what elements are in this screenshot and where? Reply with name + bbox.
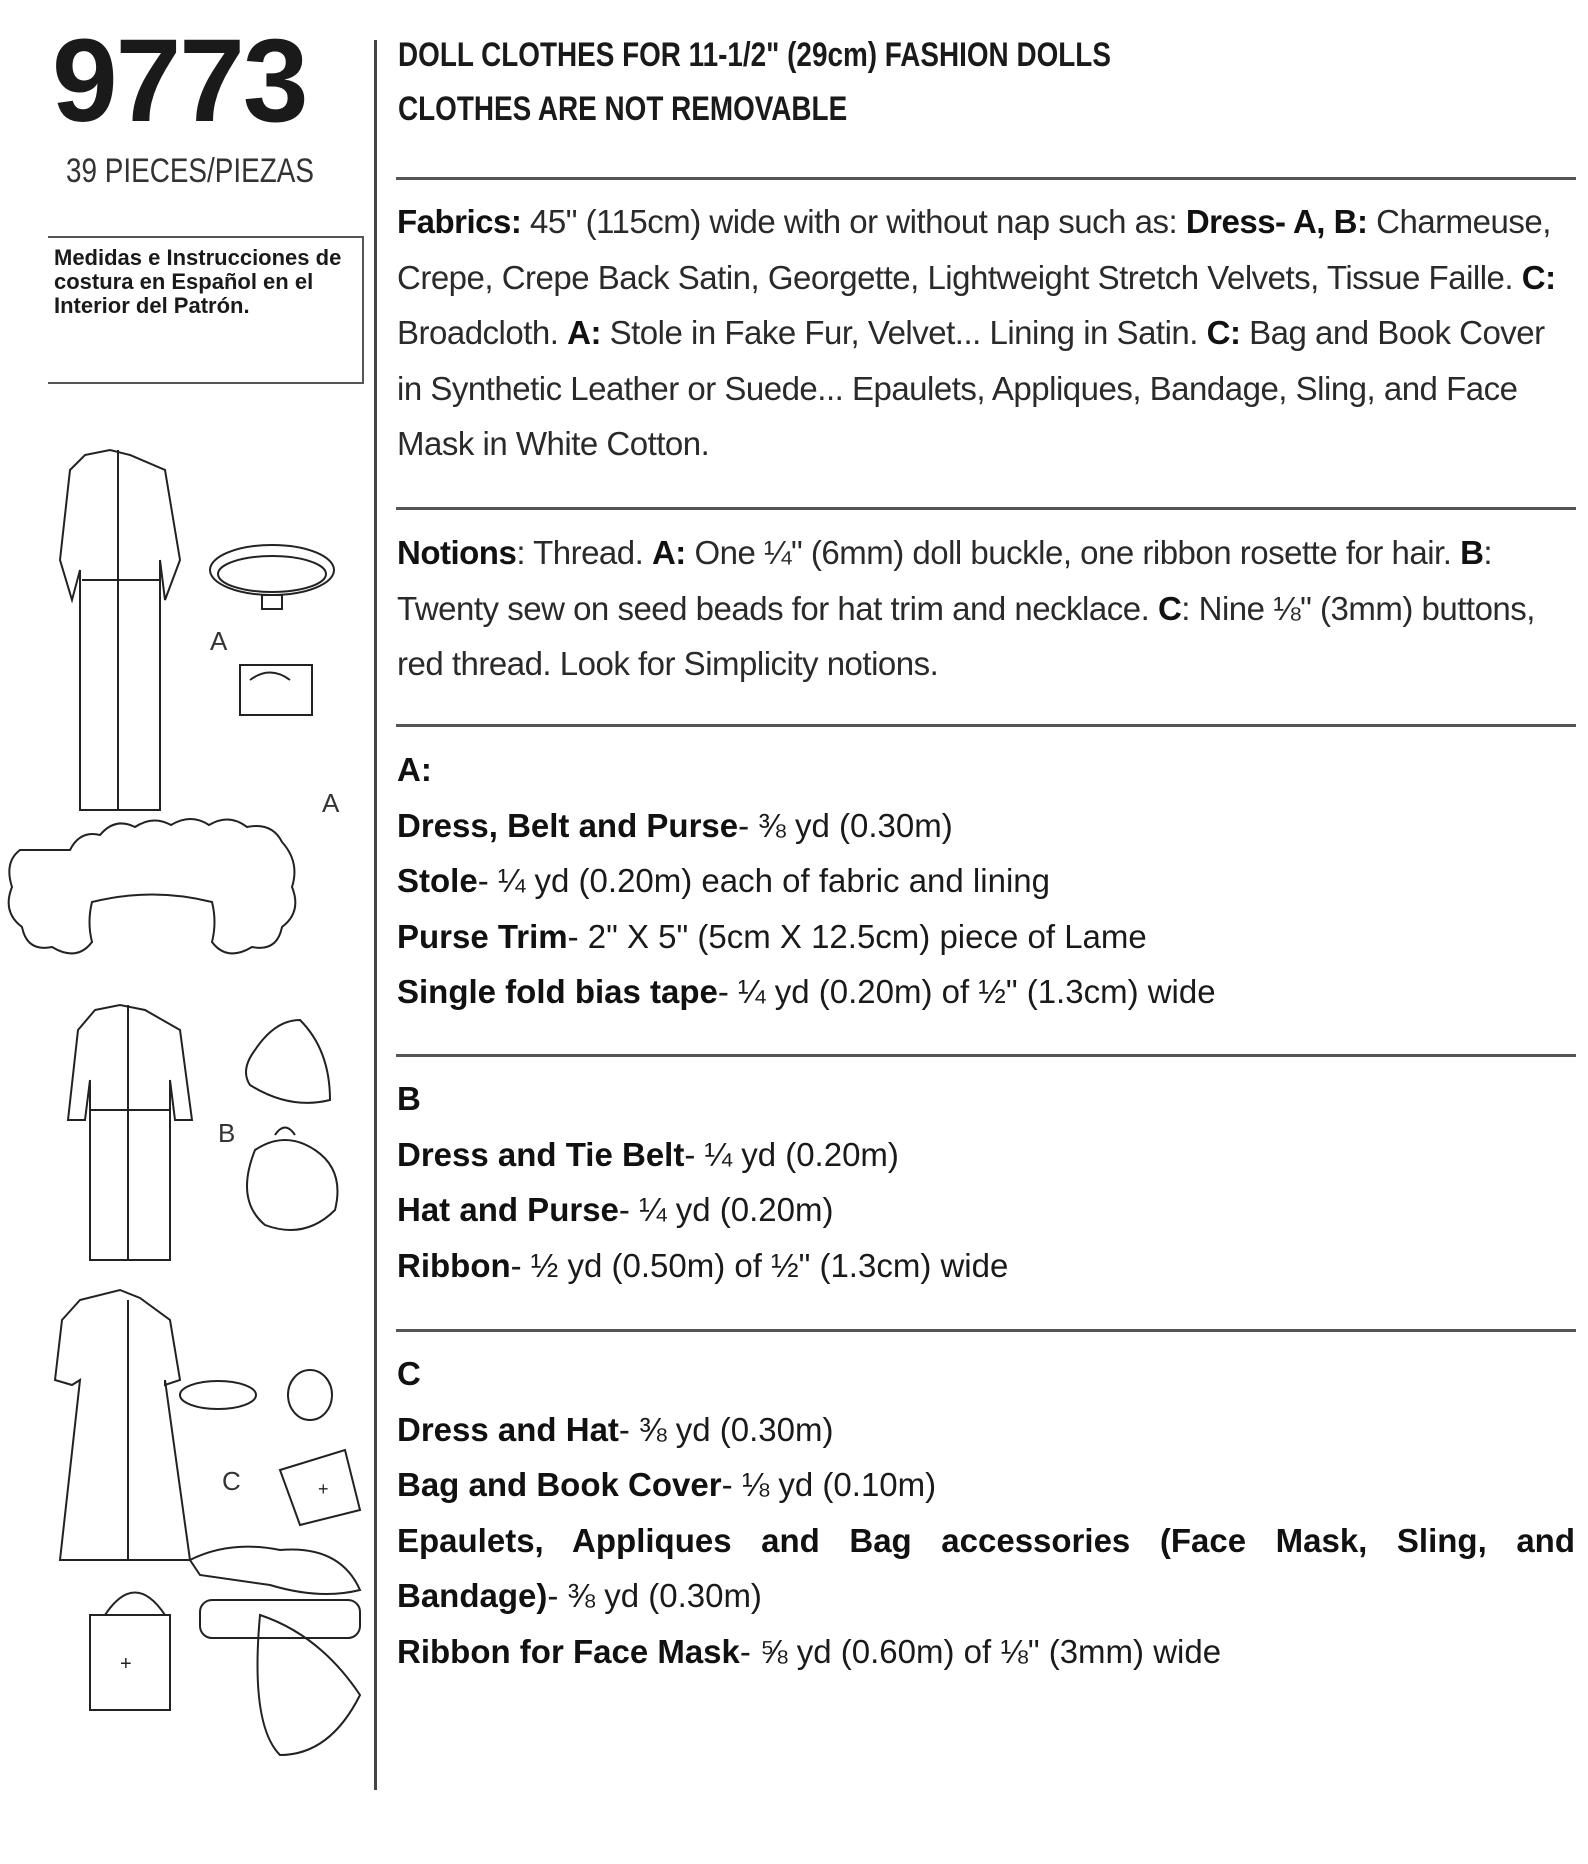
bag-c-illustration [90,1593,170,1711]
divider [396,1054,1576,1057]
purse-b-illustration [247,1128,338,1231]
dress-a-illustration [60,450,180,810]
hat-c-illustration [180,1370,332,1420]
purse-illustration [240,665,312,715]
label-a: A [210,626,228,656]
notions-paragraph: Notions: Thread. A: One ¼" (6mm) doll buckle, one ribbon rosette for hair. B: Twenty sew on seed beads for hat trim and necklace. C: Nine ⅛" (3mm) buttons, red thread. Look for Simplicity notions. [397,534,1535,682]
dress-b-illustration [68,1005,192,1260]
title-line-1: DOLL CLOTHES FOR 11-1/2" (29cm) FASHION DOLLS [398,36,1111,74]
pattern-number: 9773 [52,15,307,147]
belt-illustration [210,545,334,609]
stole-illustration [9,819,296,953]
divider [396,1329,1576,1332]
divider [396,507,1576,510]
divider [396,177,1576,180]
spanish-note: Medidas e Instrucciones de costura en Español en el Interior del Patrón. [48,236,364,384]
svg-text:+: + [318,1479,329,1499]
title-line-2: CLOTHES ARE NOT REMOVABLE [398,90,848,128]
pieces-count: 39 PIECES/PIEZAS [66,152,314,190]
label-c: C [222,1466,241,1496]
label-b: B [218,1118,236,1148]
svg-text:+: + [120,1653,132,1675]
divider [396,724,1576,727]
dress-c-illustration [55,1290,190,1560]
view-c-section: C Dress and Hat- ⅜ yd (0.30m) Bag and Book Cover- ⅛ yd (0.10m) Epaulets, Appliques and Bag accessories (Face Mask, Sling, and Bandage)- ⅜ yd (0.30m) Ribbon for Face Mask- ⅝ yd (0.60m) of ⅛" (3mm) wide [397,1355,1575,1670]
book-cover-illustration [280,1450,360,1525]
sling-illustration [190,1547,360,1638]
hat-b-illustration [246,1020,330,1103]
label-a-stole: A [322,788,340,818]
view-b-section: B Dress and Tie Belt- ¼ yd (0.20m) Hat and Purse- ¼ yd (0.20m) Ribbon- ½ yd (0.50m) of ½" (1.3cm) wide [397,1080,1009,1284]
garment-illustrations [0,0,380,1864]
face-mask-illustration [258,1615,361,1755]
fabrics-paragraph: Fabrics: 45" (115cm) wide with or without nap such as: Dress- A, B: Charmeuse, Crepe, Crepe Back Satin, Georgette, Lightweight Stretch Velvets, Tissue Faille. C: Broadcloth. A: Stole in Fake Fur, Velvet... Lining in Satin. C: Bag and Book Cover in Synthetic Leather or Suede... Epaulets, Appliques, Bandage, Sling, and Face Mask in White Cotton. [397,203,1556,462]
view-a-section: A: Dress, Belt and Purse- ⅜ yd (0.30m) Stole- ¼ yd (0.20m) each of fabric and lining Purse Trim- 2" X 5" (5cm X 12.5cm) piece of Lame Single fold bias tape- ¼ yd (0.20m) of ½" (1.3cm) wide [397,751,1216,1010]
